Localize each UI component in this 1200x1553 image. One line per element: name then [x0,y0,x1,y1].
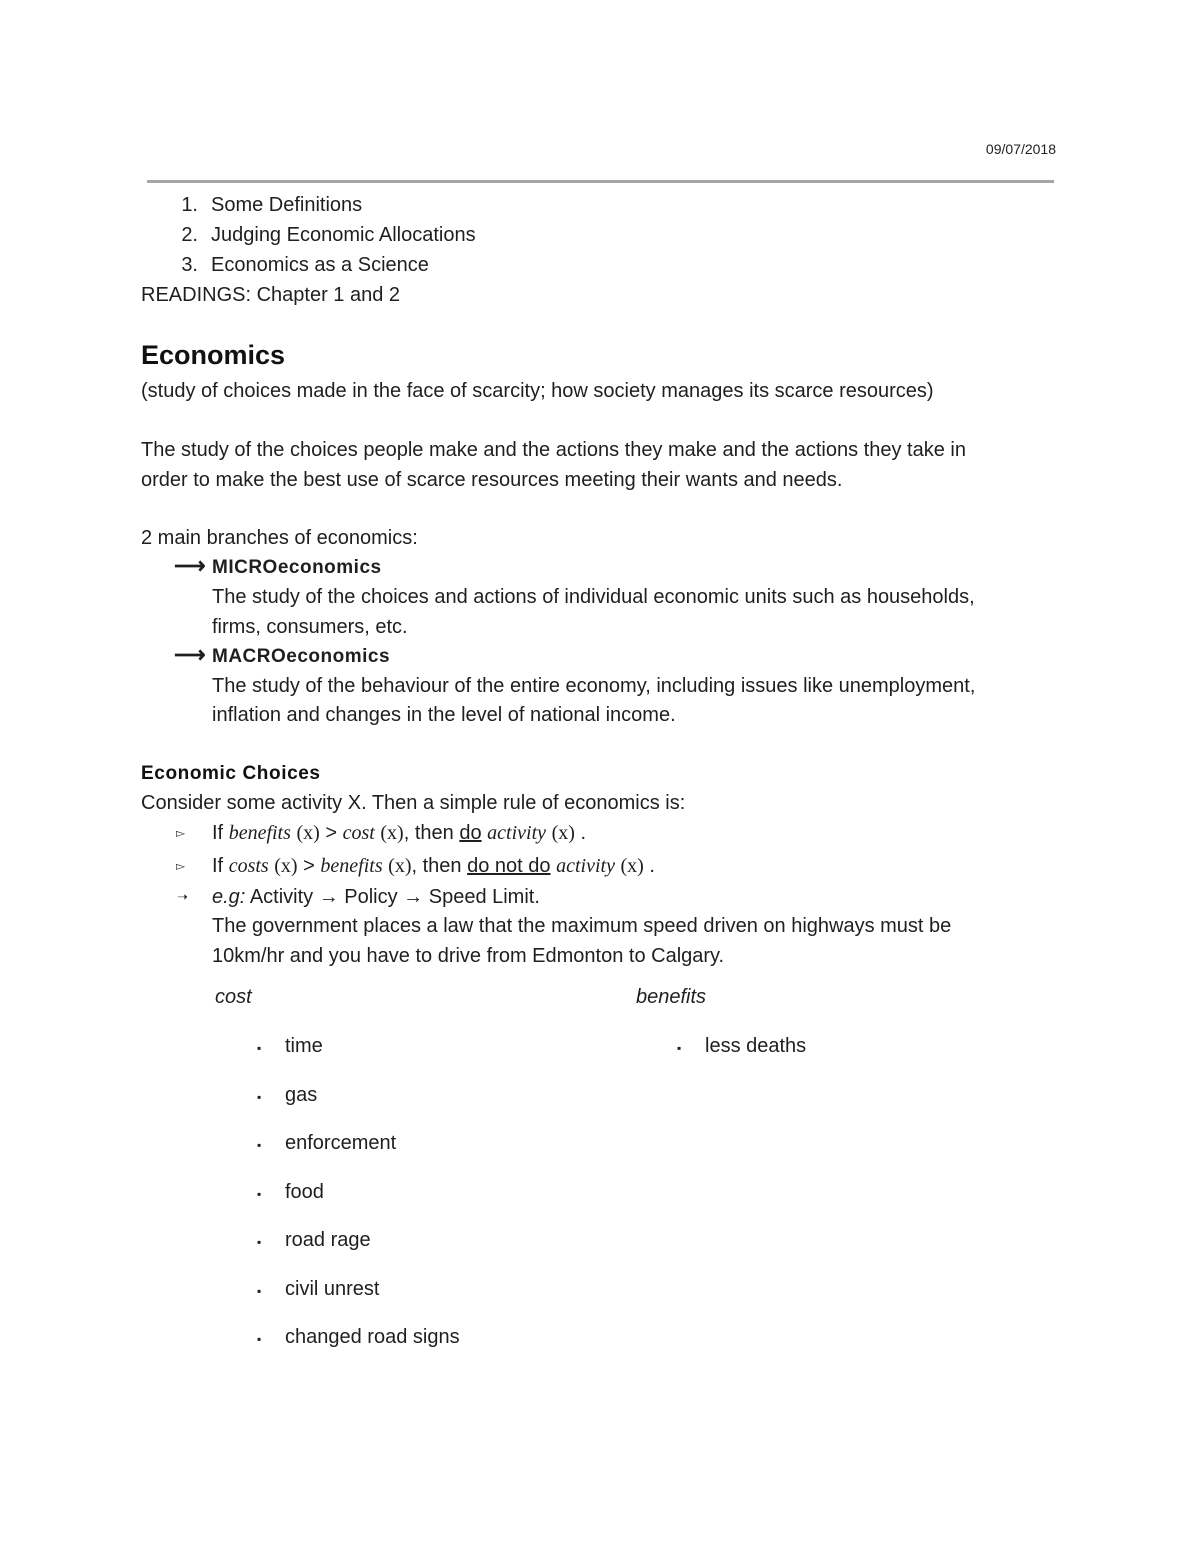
rule-term: activity [487,822,546,844]
branches-intro: 2 main branches of economics: [141,527,418,549]
example-label: e.g: [212,886,246,908]
rule-text: If [212,822,224,844]
cost-item: food [285,1181,324,1203]
rule-text: , then [411,855,462,877]
outline-number: 2. [181,224,198,246]
rule-term: cost [342,822,375,844]
rule-argument: (x) [274,855,298,877]
example-description-line: 10km/hr and you have to drive from Edmonton to Calgary. [212,945,725,967]
rule-operator: > [303,855,315,877]
rule-term: benefits [228,822,291,844]
rule-text: If [212,855,224,877]
example-text: Activity → Policy → Speed Limit. [249,886,540,908]
right-arrow-icon: ⟶ [174,553,206,578]
rule-text: . [649,855,655,877]
cost-item: road rage [285,1229,371,1251]
economics-paragraph-line: The study of the choices people make and the actions they make and the actions they take in [141,439,966,461]
economics-definition: (study of choices made in the face of scarcity; how society manages its scarce resources) [141,380,934,402]
cost-item: civil unrest [285,1278,380,1300]
rule-term: activity [556,855,615,877]
rule-text: . [580,822,587,844]
bullet-icon: ▪ [677,1041,682,1055]
example-description-line: The government places a law that the maximum speed driven on highways must be [212,915,952,937]
section-heading-economic-choices: Economic Choices [141,763,321,784]
outline-text: Some Definitions [211,194,363,216]
bullet-icon: ▪ [257,1041,262,1055]
rule-argument: (x) [620,855,644,877]
cost-item: changed road signs [285,1326,460,1348]
macro-description-line: The study of the behaviour of the entire economy, including issues like unemployment, [212,675,976,697]
bullet-icon: ▪ [257,1138,262,1152]
macro-description-line: inflation and changes in the level of national income. [212,704,676,726]
rule-argument: (x) [296,822,320,844]
document-date: 09/07/2018 [985,141,1056,157]
outline-text: Economics as a Science [211,254,429,276]
right-arrow-icon: ⟶ [174,642,206,667]
example-line [212,886,540,909]
choices-intro: Consider some activity X. Then a simple rule of economics is: [141,792,686,814]
bullet-icon: ▪ [257,1284,262,1298]
rule-argument: (x) [388,855,412,877]
benefit-item: less deaths [705,1035,807,1057]
outline-text: Judging Economic Allocations [211,224,476,246]
rule-argument: (x) [380,822,404,844]
cost-item: gas [285,1084,318,1106]
benefits-column-heading: benefits [636,986,707,1008]
cost-item: enforcement [285,1132,397,1154]
bullet-icon: ▪ [257,1187,262,1201]
readings-line: READINGS: Chapter 1 and 2 [141,284,401,306]
outline-number: 1. [181,194,198,216]
cost-item: time [285,1035,323,1057]
rule-if-costs-exceed-benefits [212,855,655,878]
rule-action: do [459,822,482,844]
bullet-icon: ▪ [257,1090,262,1104]
rule-operator: > [325,822,338,844]
rule-term: costs [228,855,269,877]
bullet-icon: ▪ [257,1235,262,1249]
rule-text: , then [403,822,454,844]
bullet-icon: ▪ [257,1332,262,1346]
rule-argument: (x) [551,822,575,844]
micro-title: MICROeconomics [212,557,382,578]
macro-title: MACROeconomics [212,646,391,667]
section-heading-economics: Economics [141,340,286,370]
outline-number: 3. [181,254,198,276]
micro-description-line: firms, consumers, etc. [212,616,408,638]
economics-paragraph-line: order to make the best use of scarce resources meeting their wants and needs. [141,469,843,491]
micro-description-line: The study of the choices and actions of individual economic units such as households, [212,586,975,608]
rule-if-benefits-exceed-cost [212,822,586,845]
rule-term: benefits [320,855,383,877]
triangle-bullet-icon: ▻ [176,826,186,840]
header-divider [147,180,1054,183]
cost-column-heading: cost [215,986,252,1008]
small-arrow-bullet-icon: ➝ [177,889,188,904]
triangle-bullet-icon: ▻ [176,859,186,873]
rule-action: do not do [467,855,551,877]
